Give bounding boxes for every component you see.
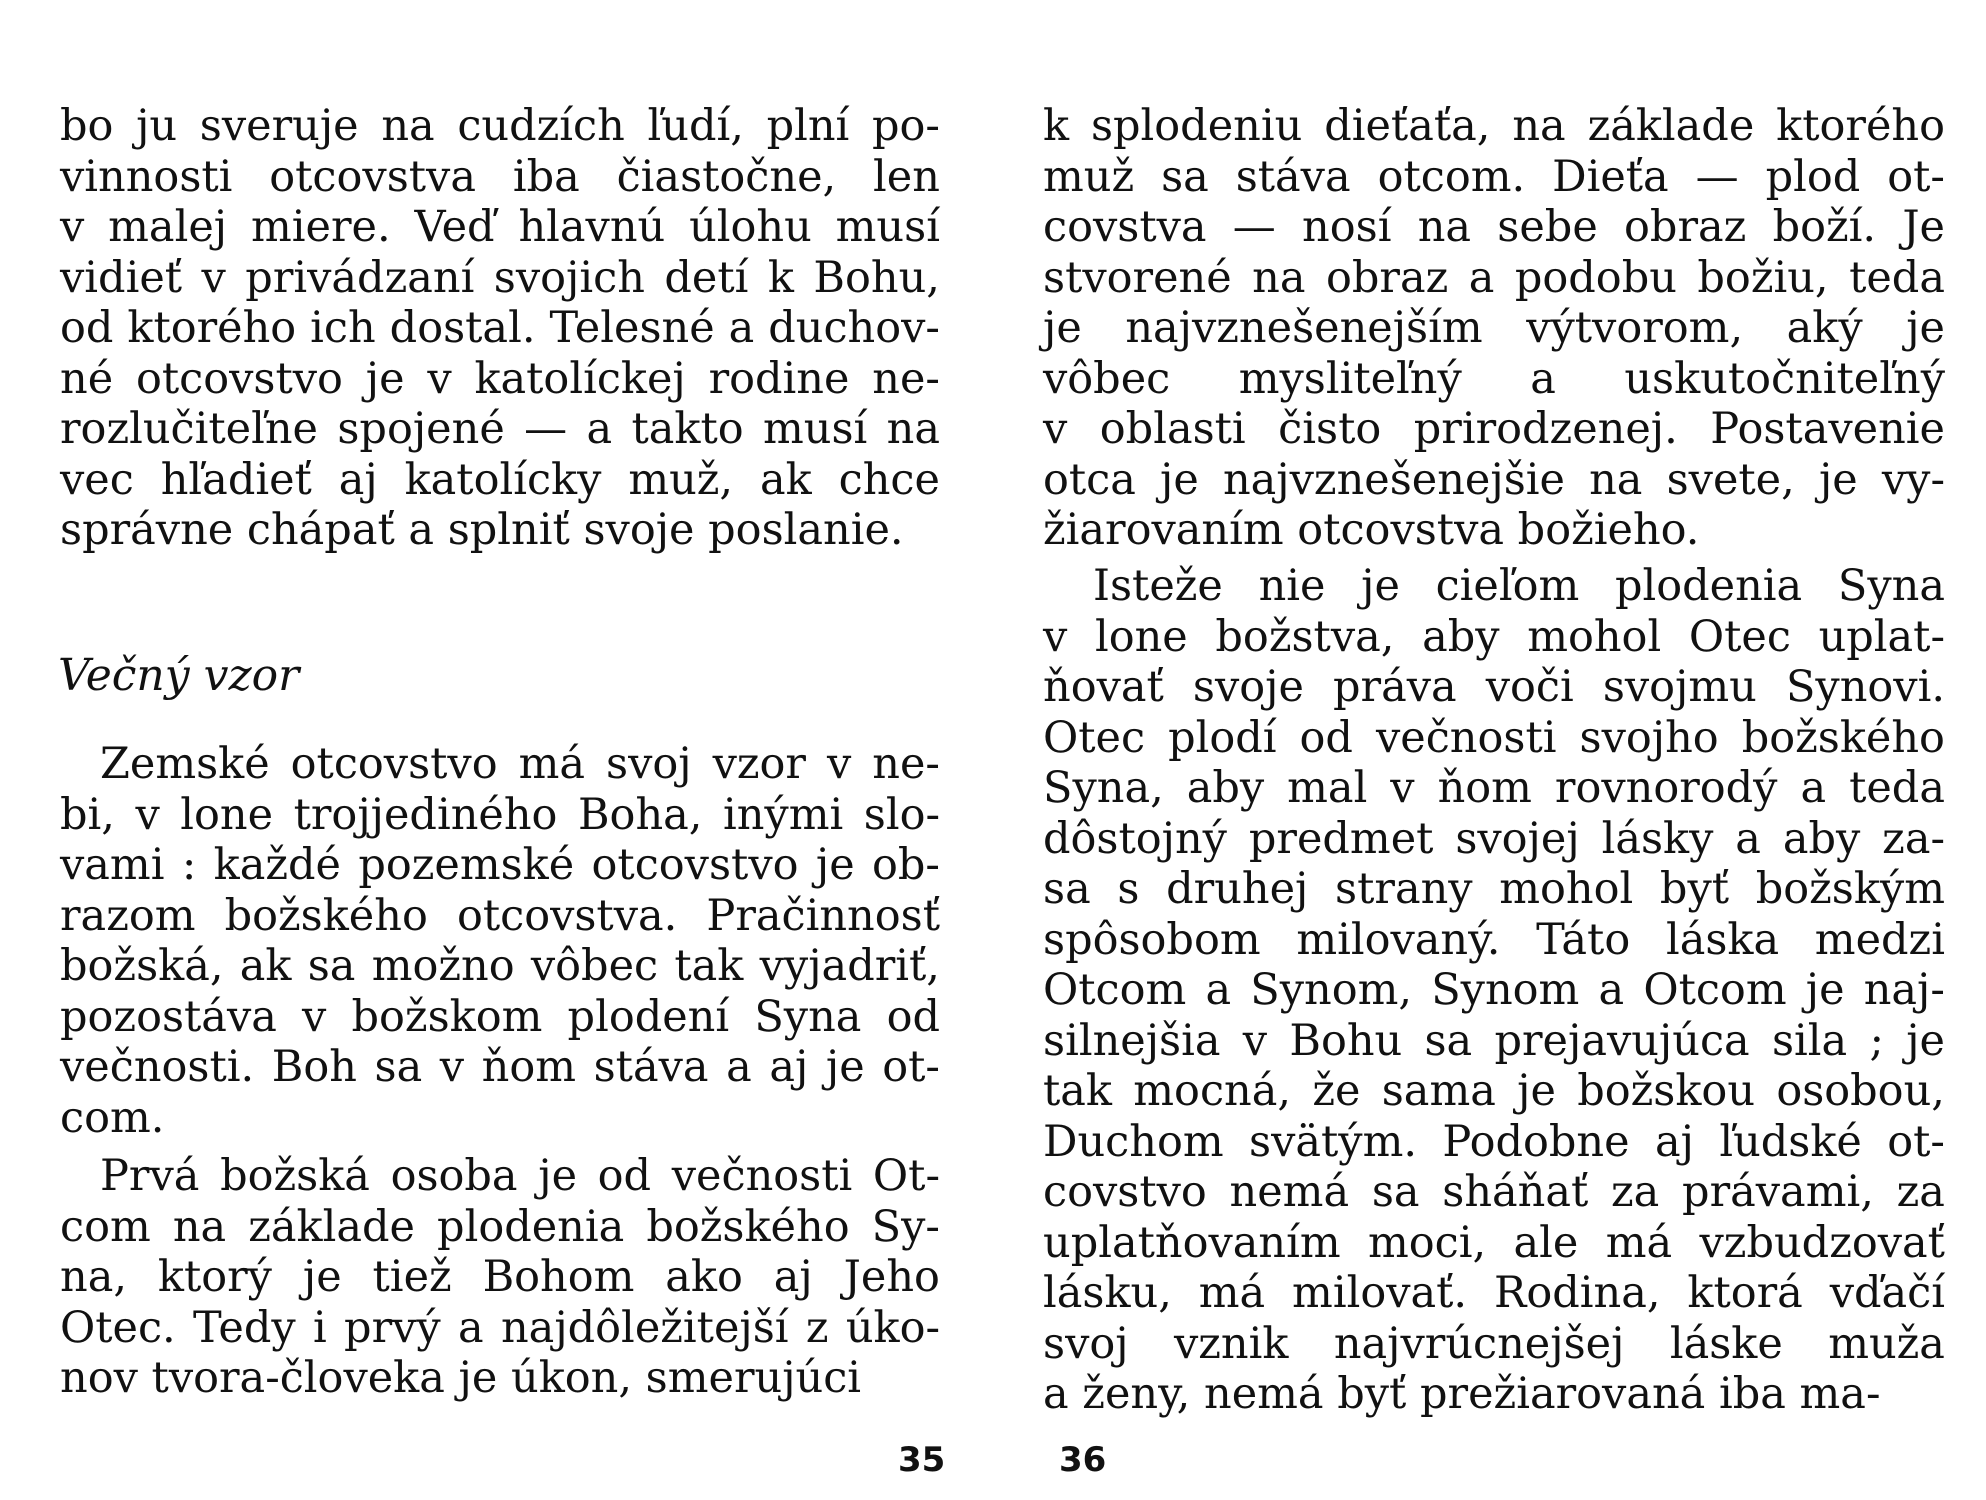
text-line: bi, v lone trojjediného Boha, inými slo- [60,789,940,840]
text-line: com na základe plodenia božského Sy- [60,1201,940,1252]
text-line: Isteže nie je cieľom plodenia Syna [1093,561,1945,611]
text-line: Zemské otcovstvo má svoj vzor v ne- [100,739,940,789]
section-heading: Večný vzor [58,650,300,701]
right-page [993,0,1986,1500]
text-line: v lone božstva, aby mohol Otec uplat- [1043,611,1945,662]
text-line: vidieť v privádzaní svojich detí k Bohu, [60,252,940,303]
text-line: v malej miere. Veď hlavnú úlohu musí [60,202,940,252]
text-line: nov tvora-človeka je úkon, smerujúci [60,1353,862,1403]
text-line: stvorené na obraz a podobu božiu, teda [1043,252,1945,303]
text-line: a ženy, nemá byť prežiarovaná iba ma- [1043,1369,1881,1419]
text-line: né otcovstvo je v katolíckej rodine ne- [60,353,940,404]
text-line: lásku, má milovať. Rodina, ktorá vďačí [1043,1268,1945,1318]
text-line: Otcom a Synom, Synom a Otcom je naj- [1043,965,1945,1015]
text-line: ňovať svoje práva voči svojmu Synovi. [1043,662,1945,712]
text-line: k splodeniu dieťaťa, na základe ktorého [1043,101,1945,151]
text-line: pozostáva v božskom plodení Syna od [60,991,940,1042]
text-line: božská, ak sa možno vôbec tak vyjadriť, [60,941,940,991]
text-line: muž sa stáva otcom. Dieťa — plod ot- [1043,151,1945,202]
text-line: Otec plodí od večnosti svojho božského [1043,712,1945,763]
text-line: dôstojný predmet svojej lásky a aby za- [1043,813,1945,864]
text-line: silnejšia v Bohu sa prejavujúca sila ; je [1043,1015,1945,1066]
text-line: večnosti. Boh sa v ňom stáva a aj je ot- [60,1042,940,1092]
text-line: spôsobom milovaný. Táto láska medzi [1043,914,1945,965]
text-line: správne chápať a splniť svoje poslanie. [60,505,904,555]
text-line: Prvá božská osoba je od večnosti Ot- [100,1151,940,1201]
text-line: svoj vznik najvrúcnejšej láske muža [1043,1318,1945,1369]
text-line: uplatňovaním moci, ale má vzbudzovať [1043,1217,1945,1268]
text-line: rozlučiteľne spojené — a takto musí na [60,404,940,454]
page-number-left: 35 [898,1440,946,1480]
text-line: covstvo nemá sa sháňať za právami, za [1043,1167,1945,1217]
text-line: razom božského otcovstva. Pračinnosť [60,890,940,941]
text-line: Otec. Tedy i prvý a najdôležitejší z úko- [60,1302,940,1353]
text-line: vôbec mysliteľný a uskutočniteľný [1043,353,1945,404]
text-line: v oblasti čisto prirodzenej. Postavenie [1043,404,1945,454]
text-line: Duchom svätým. Podobne aj ľudské ot- [1043,1116,1945,1167]
text-line: vami : každé pozemské otcovstvo je ob- [60,840,940,890]
text-line: na, ktorý je tiež Bohom ako aj Jeho [60,1252,940,1302]
page-number-right: 36 [1059,1440,1107,1480]
text-line: od ktorého ich dostal. Telesné a duchov- [60,303,940,353]
text-line: tak mocná, že sama je božskou osobou, [1043,1066,1945,1116]
text-line: žiarovaním otcovstva božieho. [1043,505,1700,555]
text-line: je najvznešenejším výtvorom, aký je [1043,303,1945,353]
text-line: vinnosti otcovstva iba čiastočne, len [60,151,940,202]
text-line: vec hľadieť aj katolícky muž, ak chce [60,454,940,505]
text-line: Syna, aby mal v ňom rovnorodý a teda [1043,763,1945,813]
text-line: covstva — nosí na sebe obraz boží. Je [1043,202,1945,252]
text-line: com. [60,1092,165,1143]
text-line: sa s druhej strany mohol byť božským [1043,864,1945,914]
text-line: bo ju sveruje na cudzích ľudí, plní po- [60,101,940,151]
text-line: otca je najvznešenejšie na svete, je vy- [1043,454,1945,505]
